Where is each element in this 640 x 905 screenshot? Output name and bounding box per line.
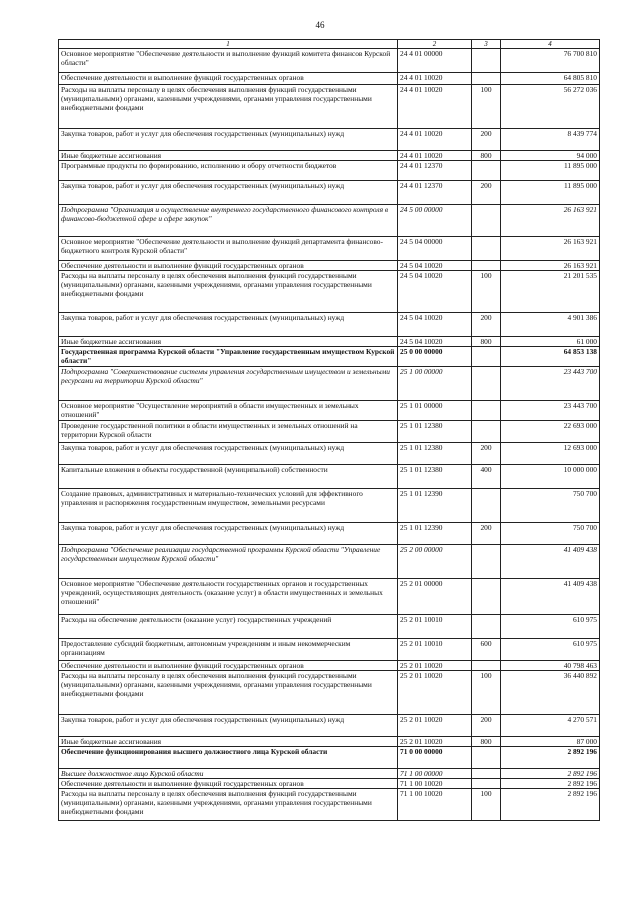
row-type-cell: 800	[472, 337, 501, 347]
row-name-cell: Расходы на выплаты персоналу в целях обеспечения выполнения функций государственными (муниципальными) органами, казенными учреждениями, органами управления государственными внебюджетными фондами	[59, 85, 398, 129]
row-name-cell: Подпрограмма "Совершенствование системы управления государственным имуществом и земельными ресурсами на территории Курской области"	[59, 367, 398, 401]
table-row	[59, 129, 600, 151]
row-name-cell: Основное мероприятие "Обеспечение деятельности и выполнение функций департамента финансово-бюджетного контроля Курской области"	[59, 237, 398, 261]
row-name-cell: Расходы на выплаты персоналу в целях обеспечения выполнения функций государственными (муниципальными) органами, казенными учреждениями, органами управления государственными внебюджетными фондами	[59, 271, 398, 313]
row-name-cell: Капитальные вложения в объекты государственной (муниципальной) собственности	[59, 465, 398, 489]
row-type-cell	[472, 401, 501, 421]
row-code-cell: 24 5 00 00000	[398, 205, 472, 237]
row-type-cell: 400	[472, 465, 501, 489]
row-sum-cell: 61 000	[501, 337, 600, 347]
table-row	[59, 747, 600, 769]
row-code-cell: 24 4 01 10020	[398, 85, 472, 129]
table-row	[59, 401, 600, 421]
row-code-cell: 25 1 01 12380	[398, 465, 472, 489]
row-sum-cell: 11 895 000	[501, 181, 600, 205]
row-code-cell: 25 2 01 00000	[398, 579, 472, 615]
row-sum-cell: 2 892 196	[501, 779, 600, 789]
row-name-cell: Основное мероприятие "Обеспечение деятельности и выполнение функций комитета финансов Курской области"	[59, 49, 398, 73]
table-row	[59, 639, 600, 661]
row-name-cell: Закупка товаров, работ и услуг для обеспечения государственных (муниципальных) нужд	[59, 443, 398, 465]
row-code-cell: 25 2 01 10020	[398, 661, 472, 671]
table-row	[59, 151, 600, 161]
row-name-cell: Обеспечение функционирования высшего должностного лица Курской области	[59, 747, 398, 769]
row-code-cell: 25 2 01 10020	[398, 715, 472, 737]
row-sum-cell: 94 000	[501, 151, 600, 161]
row-name-cell: Высшее должностное лицо Курской области	[59, 769, 398, 779]
row-type-cell	[472, 205, 501, 237]
row-code-cell: 25 2 01 10010	[398, 615, 472, 639]
header-col-3: 3	[472, 40, 501, 49]
row-code-cell: 24 5 04 10020	[398, 337, 472, 347]
row-sum-cell: 76 700 810	[501, 49, 600, 73]
header-row	[59, 40, 600, 49]
row-type-cell	[472, 747, 501, 769]
row-code-cell: 24 4 01 10020	[398, 129, 472, 151]
table-row	[59, 271, 600, 313]
row-code-cell: 71 1 00 00000	[398, 769, 472, 779]
row-name-cell: Обеспечение деятельности и выполнение функций государственных органов	[59, 661, 398, 671]
row-code-cell: 24 4 01 00000	[398, 49, 472, 73]
row-type-cell: 200	[472, 523, 501, 545]
row-sum-cell: 12 693 000	[501, 443, 600, 465]
row-sum-cell: 26 163 921	[501, 205, 600, 237]
row-sum-cell: 610 975	[501, 615, 600, 639]
row-code-cell: 25 2 00 00000	[398, 545, 472, 579]
row-sum-cell: 610 975	[501, 639, 600, 661]
row-name-cell: Обеспечение деятельности и выполнение функций государственных органов	[59, 779, 398, 789]
row-code-cell: 24 4 01 12370	[398, 181, 472, 205]
table-row	[59, 337, 600, 347]
row-code-cell: 25 1 01 00000	[398, 401, 472, 421]
table-row	[59, 73, 600, 85]
budget-table	[58, 39, 600, 821]
row-name-cell: Обеспечение деятельности и выполнение функций государственных органов	[59, 261, 398, 271]
table-row	[59, 347, 600, 367]
row-code-cell: 25 1 01 12390	[398, 523, 472, 545]
row-code-cell: 25 1 01 12380	[398, 421, 472, 443]
row-type-cell	[472, 779, 501, 789]
row-code-cell: 24 4 01 10020	[398, 151, 472, 161]
row-name-cell: Подпрограмма "Организация и осуществление внутреннего государственного финансового контроля в финансово-бюджетной сфере и сфере закупок"	[59, 205, 398, 237]
row-sum-cell: 11 895 000	[501, 161, 600, 181]
row-type-cell	[472, 347, 501, 367]
row-type-cell: 600	[472, 639, 501, 661]
row-sum-cell: 87 000	[501, 737, 600, 747]
row-name-cell: Создание правовых, административных и материально-технических условий для эффективного управления и распоряжения государственным имуществом, земельными ресурсами	[59, 489, 398, 523]
row-type-cell: 200	[472, 313, 501, 337]
table-row	[59, 205, 600, 237]
row-code-cell: 24 4 01 10020	[398, 73, 472, 85]
row-sum-cell: 10 000 000	[501, 465, 600, 489]
row-code-cell: 25 2 01 10020	[398, 737, 472, 747]
row-sum-cell: 2 892 196	[501, 769, 600, 779]
row-code-cell: 25 1 00 00000	[398, 367, 472, 401]
row-name-cell: Иные бюджетные ассигнования	[59, 151, 398, 161]
row-sum-cell: 22 693 000	[501, 421, 600, 443]
row-sum-cell: 8 439 774	[501, 129, 600, 151]
table-row	[59, 367, 600, 401]
row-sum-cell: 2 892 196	[501, 747, 600, 769]
row-type-cell	[472, 49, 501, 73]
table-row	[59, 779, 600, 789]
row-type-cell: 100	[472, 671, 501, 715]
row-type-cell	[472, 421, 501, 443]
row-code-cell: 24 4 01 12370	[398, 161, 472, 181]
row-sum-cell: 36 440 892	[501, 671, 600, 715]
row-type-cell	[472, 73, 501, 85]
table-row	[59, 465, 600, 489]
row-type-cell	[472, 489, 501, 523]
table-row	[59, 49, 600, 73]
table-row	[59, 615, 600, 639]
row-sum-cell: 23 443 700	[501, 367, 600, 401]
row-code-cell: 25 2 01 10020	[398, 671, 472, 715]
row-sum-cell: 750 700	[501, 523, 600, 545]
row-type-cell	[472, 769, 501, 779]
row-name-cell: Программные продукты по формированию, исполнению и обору отчетности бюджетов	[59, 161, 398, 181]
row-code-cell: 25 1 01 12390	[398, 489, 472, 523]
table-row	[59, 421, 600, 443]
row-type-cell: 100	[472, 85, 501, 129]
row-code-cell: 71 1 00 10020	[398, 789, 472, 821]
row-name-cell: Основное мероприятие "Осуществление мероприятий в области имущественных и земельных отношений"	[59, 401, 398, 421]
table-row	[59, 261, 600, 271]
row-name-cell: Иные бюджетные ассигнования	[59, 337, 398, 347]
row-name-cell: Подпрограмма "Обеспечение реализации государственной программы Курской области "Управление государственным имуществом Курской области"	[59, 545, 398, 579]
row-sum-cell: 64 853 138	[501, 347, 600, 367]
row-sum-cell: 40 798 463	[501, 661, 600, 671]
table-row	[59, 715, 600, 737]
row-sum-cell: 4 901 386	[501, 313, 600, 337]
table-row	[59, 85, 600, 129]
row-name-cell: Закупка товаров, работ и услуг для обеспечения государственных (муниципальных) нужд	[59, 129, 398, 151]
row-sum-cell: 21 201 535	[501, 271, 600, 313]
row-type-cell	[472, 367, 501, 401]
row-code-cell: 71 0 00 00000	[398, 747, 472, 769]
row-sum-cell: 41 409 438	[501, 579, 600, 615]
row-type-cell: 200	[472, 443, 501, 465]
row-type-cell	[472, 545, 501, 579]
row-type-cell: 100	[472, 789, 501, 821]
row-code-cell: 24 5 04 10020	[398, 271, 472, 313]
row-type-cell: 200	[472, 181, 501, 205]
row-name-cell: Закупка товаров, работ и услуг для обеспечения государственных (муниципальных) нужд	[59, 181, 398, 205]
table-row	[59, 661, 600, 671]
page-number: 46	[315, 20, 325, 30]
row-sum-cell: 26 163 921	[501, 237, 600, 261]
row-name-cell: Государственная программа Курской области "Управление государственным имуществом Курской области"	[59, 347, 398, 367]
table-row	[59, 579, 600, 615]
row-type-cell	[472, 237, 501, 261]
table-body	[59, 49, 600, 821]
row-name-cell: Обеспечение деятельности и выполнение функций государственных органов	[59, 73, 398, 85]
row-name-cell: Расходы на выплаты персоналу в целях обеспечения выполнения функций государственными (муниципальными) органами, казенными учреждениями, органами управления государственными внебюджетными фондами	[59, 789, 398, 821]
row-sum-cell: 56 272 036	[501, 85, 600, 129]
row-type-cell: 100	[472, 271, 501, 313]
row-sum-cell: 26 163 921	[501, 261, 600, 271]
row-type-cell: 800	[472, 151, 501, 161]
row-type-cell: 200	[472, 129, 501, 151]
row-code-cell: 25 1 01 12380	[398, 443, 472, 465]
row-name-cell: Расходы на обеспечение деятельности (оказание услуг) государственных учреждений	[59, 615, 398, 639]
table-row	[59, 523, 600, 545]
row-code-cell: 25 0 00 00000	[398, 347, 472, 367]
row-name-cell: Основное мероприятие "Обеспечение деятельности государственных органов и государственных учреждений, осуществляющих деятельность (оказание услуг) в области имущественных и земельных отношений"	[59, 579, 398, 615]
row-type-cell	[472, 615, 501, 639]
table-row	[59, 181, 600, 205]
row-sum-cell: 2 892 196	[501, 789, 600, 821]
header-col-4: 4	[501, 40, 600, 49]
row-name-cell: Иные бюджетные ассигнования	[59, 737, 398, 747]
row-sum-cell: 64 805 810	[501, 73, 600, 85]
row-type-cell: 200	[472, 715, 501, 737]
table-row	[59, 789, 600, 821]
row-type-cell	[472, 661, 501, 671]
table-row	[59, 769, 600, 779]
row-type-cell	[472, 579, 501, 615]
table-row	[59, 313, 600, 337]
row-code-cell: 25 2 01 10010	[398, 639, 472, 661]
row-name-cell: Закупка товаров, работ и услуг для обеспечения государственных (муниципальных) нужд	[59, 313, 398, 337]
header-col-1: 1	[59, 40, 398, 49]
table-row	[59, 161, 600, 181]
row-name-cell: Расходы на выплаты персоналу в целях обеспечения выполнения функций государственными (муниципальными) органами, казенными учреждениями, органами управления государственными внебюджетными фондами	[59, 671, 398, 715]
table-row	[59, 237, 600, 261]
row-sum-cell: 4 270 571	[501, 715, 600, 737]
row-sum-cell: 41 409 438	[501, 545, 600, 579]
row-sum-cell: 750 700	[501, 489, 600, 523]
row-code-cell: 24 5 04 00000	[398, 237, 472, 261]
row-name-cell: Проведение государственной политики в области имущественных и земельных отношений на территории Курской области	[59, 421, 398, 443]
row-name-cell: Закупка товаров, работ и услуг для обеспечения государственных (муниципальных) нужд	[59, 715, 398, 737]
table-row	[59, 545, 600, 579]
row-type-cell	[472, 161, 501, 181]
row-type-cell: 800	[472, 737, 501, 747]
header-col-2: 2	[398, 40, 472, 49]
table-row	[59, 443, 600, 465]
row-name-cell: Закупка товаров, работ и услуг для обеспечения государственных (муниципальных) нужд	[59, 523, 398, 545]
row-code-cell: 24 5 04 10020	[398, 261, 472, 271]
row-code-cell: 24 5 04 10020	[398, 313, 472, 337]
row-name-cell: Предоставление субсидий бюджетным, автономным учреждениям и иным некоммерческим организациям	[59, 639, 398, 661]
row-sum-cell: 23 443 700	[501, 401, 600, 421]
row-type-cell	[472, 261, 501, 271]
table-row	[59, 737, 600, 747]
table-row	[59, 489, 600, 523]
table-row	[59, 671, 600, 715]
row-code-cell: 71 1 00 10020	[398, 779, 472, 789]
